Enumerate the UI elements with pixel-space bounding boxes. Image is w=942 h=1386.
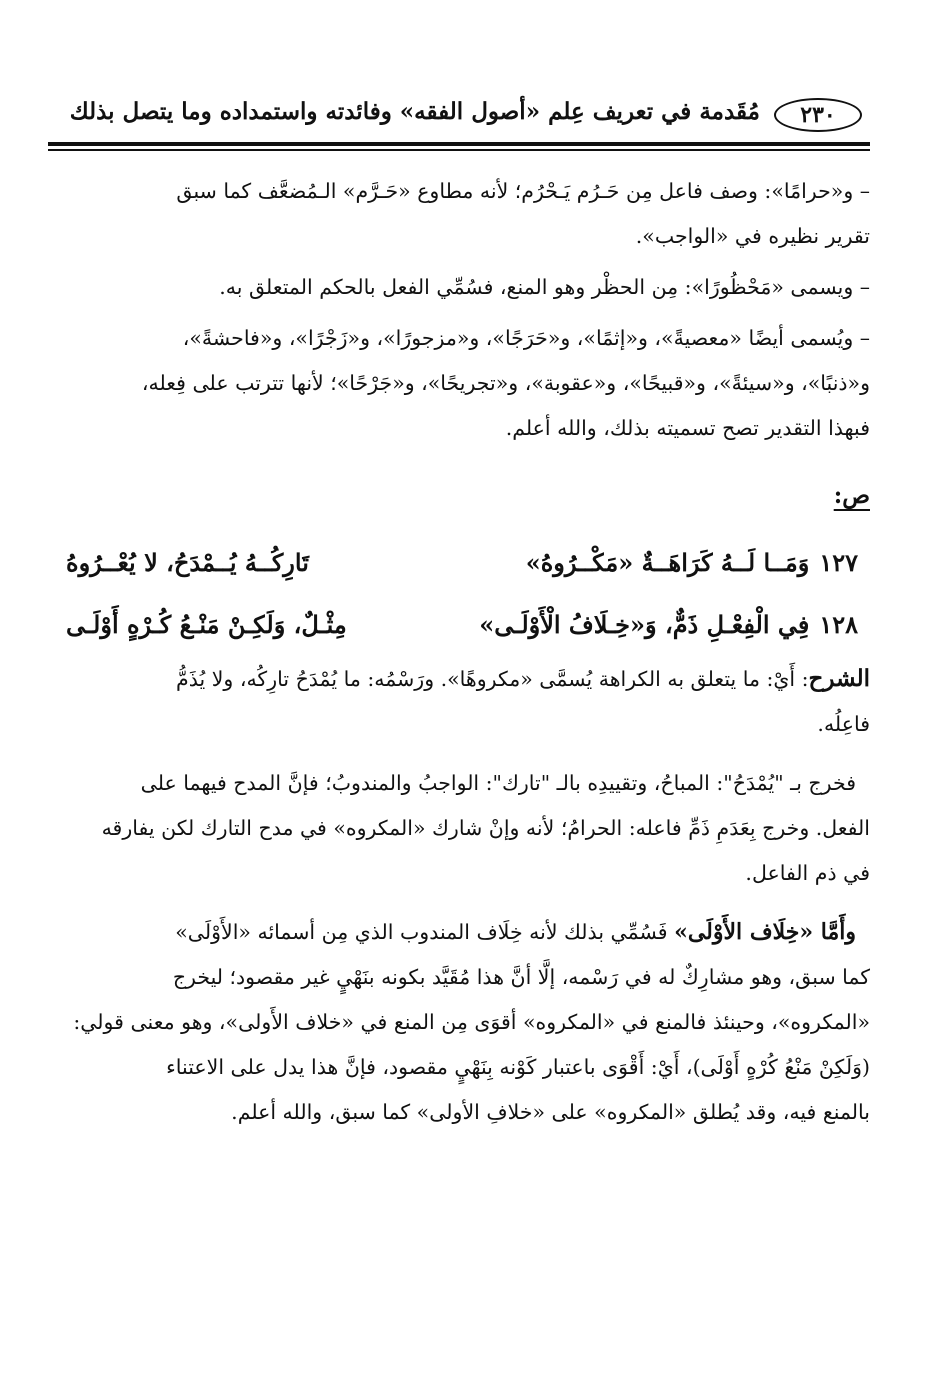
sharh-label: الشرح (808, 664, 870, 692)
page-header (48, 90, 870, 142)
verses-block (48, 532, 870, 656)
paragraph-haram (48, 169, 870, 259)
text-line: فبهذا التقدير تصح تسميته بذلك، والله أعلم. (505, 415, 870, 440)
paragraph-exclusions (48, 761, 870, 896)
bold-term: «خِلَاف الأَوْلَى» (674, 918, 814, 945)
verse-text: وَمَــا لَــهُ كَرَاهَــةٌ «مَكْــرُوهُ» (525, 547, 810, 577)
verse-line (48, 594, 870, 656)
verse-first-hemistich (479, 594, 858, 656)
text-line: تقرير نظيره في «الواجب». (635, 223, 870, 248)
header-rule-thin (48, 149, 870, 151)
verse-line (48, 532, 870, 594)
text-line: في ذم الفاعل. (745, 860, 870, 885)
text-line: – ويسمى «مَحْظُورًا»: مِن الحظْر وهو المنع، فسُمِّي الفعل بالحكم المتعلق به. (219, 274, 870, 299)
page-number-badge (774, 98, 862, 132)
page-number: ٢٣٠ (800, 102, 836, 128)
text-lead: وأَمَّا (813, 918, 856, 945)
verse-number: ١٢٨ (819, 609, 858, 639)
verse-second-hemistich: مِثْـلٌ، وَلَكِـنْ مَنْـعُ كُـرْهٍ أَوْلَـى (66, 609, 347, 639)
running-title: مُقَدمة في تعريف عِلم «أصول الفقه» وفائدته واستمداده وما يتصل بذلك (69, 98, 760, 125)
text-line: و«ذنبًا»، و«سيئةً»، و«قبيحًا»، و«عقوبة»، و«تجريحًا»، و«جَرْحًا»؛ لأنها تترتب على فِعله، (141, 370, 870, 395)
verse-second-hemistich: تَارِكُــهُ يُــمْدَحُ، لا يُعْــرُوهُ (66, 547, 309, 577)
text-line: بالمنع فيه، وقد يُطلق «المكروه» على «خلافِ الأولى» كما سبق، والله أعلم. (231, 1099, 870, 1124)
text-line: : أَيْ: ما يتعلق به الكراهة يُسمَّى «مكروهًا». ورَسْمُه: ما يُمْدَحُ تارِكُه، ولا يُذَمُّ (176, 666, 809, 691)
paragraph-mahzur (48, 265, 870, 310)
text-line: – و«حرامًا»: وصف فاعل مِن حَـرُم يَـحْرُم؛ لأنه مطاوع «حَـرَّم» الـمُضعَّف كما سبق (176, 178, 870, 203)
text-line: (وَلَكِنْ مَنْعُ كُرْهٍ أَوْلَى)، أَيْ: أَقْوَى باعتبار كَوْنه بِنَهْيٍ مقصود، فإنَّ هذا يدل على الاعتناء (166, 1054, 870, 1079)
sharh-paragraph (48, 656, 870, 747)
verse-text: فِي الْفِعْـلِ ذَمٌّ، وَ«خِـلَافُ الْأَوْلَـى» (479, 609, 810, 639)
verse-number: ١٢٧ (819, 547, 858, 577)
text-line: – ويُسمى أيضًا «معصيةً»، و«إثمًا»، و«حَرَجًا»، و«مزجورًا»، و«زَجْرًا»، و«فاحشةً»، (182, 325, 870, 350)
text-line: فاعِلُه. (817, 711, 870, 736)
matn-label: ص: (833, 481, 870, 509)
page (48, 90, 870, 1141)
paragraph-khilaf-al-awla (48, 910, 870, 1135)
text-line: فخرج بـ "يُمْدَحُ": المباحُ، وتقييدِه بالـ "تارك": الواجبُ والمندوبُ؛ فإنَّ المدح فيهما على (140, 770, 856, 795)
paragraph-other-names (48, 316, 870, 451)
verse-first-hemistich (526, 532, 858, 594)
header-rule-thick (48, 142, 870, 146)
text-line: الفعل. وخرج بِعَدَمِ ذَمِّ فاعله: الحرامُ؛ لأنه وإنْ شارك «المكروه» في مدح التارك لكن يفارقه (101, 815, 870, 840)
text-line: كما سبق، وهو مشارِكٌ له في رَسْمه، إلَّا أنَّ هذا مُقَيَّد بكونه بنَهْيٍ غير مقصود؛ ليخرج (172, 964, 870, 989)
text-line: فَسُمِّي بذلك لأنه خِلَاف المندوب الذي مِن أسمائه «الأَوْلَى» (175, 919, 675, 944)
body-text (48, 169, 870, 1135)
text-line: «المكروه»، وحينئذ فالمنع في «المكروه» أقوَى مِن المنع في «خلاف الأَولى»، وهو معنى قولي: (73, 1009, 870, 1034)
